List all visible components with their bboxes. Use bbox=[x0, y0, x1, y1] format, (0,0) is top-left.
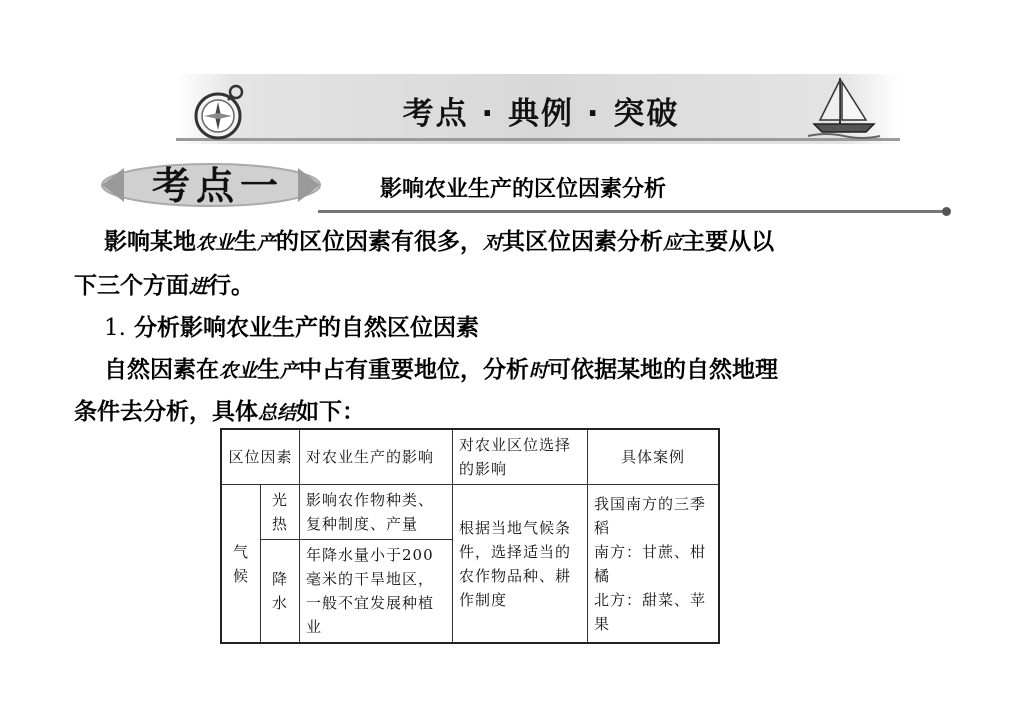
section-divider-dot bbox=[942, 207, 951, 216]
banner-title: 考点 · 典例 · 突破 bbox=[402, 96, 680, 132]
table-factor-cell: 光热 bbox=[261, 485, 300, 540]
table-header-impact: 对农业生产的影响 bbox=[300, 429, 453, 485]
natural-line-1: 自然因素在农业生产中占有重要地位，分析时可依据某地的自然地理 bbox=[104, 357, 779, 383]
intro-line-2: 下三个方面进行。 bbox=[74, 273, 255, 299]
table-header-factor: 区位因素 bbox=[221, 429, 300, 485]
case-item: 北方：甜菜、苹果 bbox=[594, 590, 707, 633]
natural-line-2: 条件去分析，具体总结如下： bbox=[74, 399, 366, 425]
compass-icon bbox=[192, 82, 250, 142]
sailboat-icon bbox=[806, 74, 882, 140]
table-impact-cell: 影响农作物种类、复种制度、产量 bbox=[300, 485, 453, 540]
point-1-heading: 1. 分析影响农业生产的自然区位因素 bbox=[104, 315, 479, 341]
case-item: 我国南方的三季稻 bbox=[594, 494, 707, 537]
table-header-selection: 对农业区位选择的影响 bbox=[453, 429, 588, 485]
banner-underline bbox=[176, 138, 900, 141]
table-selection-cell: 根据当地气候条件，选择适当的农作物品种、耕作制度 bbox=[453, 485, 588, 644]
section-divider bbox=[318, 210, 946, 213]
table-header-cases: 具体案例 bbox=[588, 429, 720, 485]
section-title: 影响农业生产的区位因素分析 bbox=[380, 177, 667, 202]
section-badge: 考点一 bbox=[151, 163, 284, 208]
intro-line-1: 影响某地农业生产的区位因素有很多，对其区位因素分析应主要从以 bbox=[104, 229, 775, 255]
section-header bbox=[100, 158, 960, 218]
section-banner bbox=[176, 74, 900, 144]
table-factor-cell: 降水 bbox=[261, 540, 300, 644]
factor-table bbox=[220, 428, 720, 644]
table-impact-cell: 年降水量小于200毫米的干旱地区，一般不宜发展种植业 bbox=[300, 540, 453, 644]
table-group-climate: 气候 bbox=[221, 485, 261, 644]
case-item: 南方：甘蔗、柑橘 bbox=[594, 542, 707, 585]
table-row bbox=[221, 485, 719, 540]
table-header-row bbox=[221, 429, 719, 485]
table-cases-cell bbox=[588, 485, 720, 644]
